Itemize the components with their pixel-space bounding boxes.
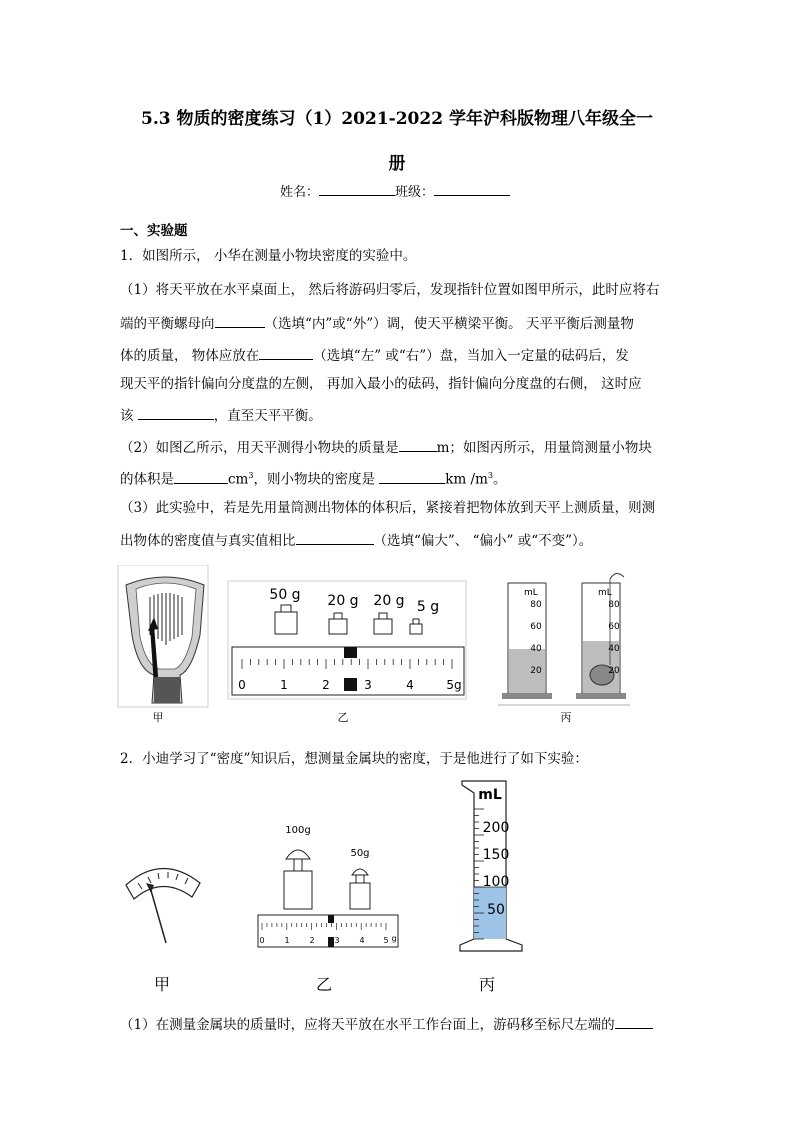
class-blank[interactable] (434, 181, 510, 196)
text: ，直至天平平衡。 (213, 408, 322, 424)
text: ，则小物块的密度是 (253, 471, 375, 488)
fig1-caption-jia: 甲 (152, 711, 164, 724)
fig1-caption-bing: 丙 (560, 711, 572, 724)
cyl-tick: 20 (608, 666, 620, 676)
fig2-weights-scale (258, 825, 398, 947)
text: （2）如图乙所示，用天平测得小物块的质量是 (120, 440, 399, 456)
unit: cm (228, 471, 249, 488)
cyl-tick: 20 (530, 666, 542, 676)
fig1-caption-yi: 乙 (337, 711, 349, 724)
text: 的体积是 (120, 471, 174, 488)
q1-1-line5 (120, 405, 680, 425)
q1-1-line2 (120, 313, 680, 333)
figure-1 (110, 565, 670, 730)
tick-label: 5g (446, 678, 462, 692)
tick-label: 0 (238, 678, 246, 692)
sup: 3 (487, 471, 493, 480)
text: （选填“偏大”、 “偏小” 或“不变”）。 (373, 533, 593, 549)
cyl-tick: 50 (487, 902, 505, 918)
q2-intro: 2．小迪学习了“密度”知识后，想测量金属块的密度，于是他进行了如下实验： (120, 751, 588, 767)
q1-2-line2 (120, 467, 680, 489)
text: （1）在测量金属块的质量时，应将天平放在水平工作台面上，游码移至标尺左端的 (120, 1017, 615, 1033)
cyl-tick: 40 (530, 644, 542, 654)
answer-blank-1[interactable] (215, 313, 265, 328)
figure-2 (110, 775, 550, 1000)
tick-label: 3 (364, 678, 372, 692)
section-heading: 一、实验题 (120, 223, 188, 239)
q1-3-line2 (120, 530, 680, 550)
tick-label: 0 (259, 936, 265, 945)
page-title-cont: 册 (388, 154, 406, 174)
q1-1-line3 (120, 345, 680, 365)
cyl-unit-label: mL (524, 588, 538, 598)
tick-label: 4 (359, 936, 365, 945)
q1-1-line1: （1）将天平放在水平桌面上， 然后将游码归零后，发现指针位置如图甲所示，此时应将右 (120, 282, 660, 298)
cyl-tick: 150 (482, 847, 510, 863)
fig1-pointer-gauge (118, 565, 208, 707)
cyl-tick: 100 (482, 874, 510, 890)
tick-label: 2 (309, 936, 315, 945)
cyl-unit-label: mL (598, 588, 612, 598)
fig1-weights-scale (228, 581, 466, 699)
answer-blank-7[interactable] (296, 530, 374, 545)
fig1-cylinders (498, 573, 630, 705)
q2-1-line1 (120, 1014, 680, 1034)
text: 端的平衡螺母向 (120, 316, 215, 332)
weight-label-50g: 50g (350, 848, 370, 859)
tick-label: 2 (322, 678, 330, 692)
q1-intro: 1．如图所示， 小华在测量小物块密度的实验中。 (120, 248, 417, 264)
cyl-tick: 40 (608, 644, 620, 654)
fig2-cylinder (460, 781, 522, 951)
student-info (280, 181, 510, 200)
q1-3-line1: （3）此实验中，若是先用量筒测出物体的体积后，紧接着把物体放到天平上测质量，则测 (120, 500, 656, 516)
q1-1-line4: 现天平的指针偏向分度盘的左侧， 再加入最小的砝码，指针偏向分度盘的右侧， 这时应 (120, 376, 642, 392)
tick-label: 5 (383, 936, 389, 945)
fig2-caption-yi: 乙 (315, 975, 333, 994)
cyl-tick: 80 (608, 600, 620, 610)
text: m；如图丙所示，用量筒测量小物块 (436, 440, 652, 456)
text: （选填“左” 或“右”）盘，当加入一定量的砝码后，发 (313, 348, 629, 364)
weight-label-5g: 5 g (416, 599, 440, 615)
name-label: 姓名： (280, 185, 320, 200)
weight-label-50g: 50 g (269, 587, 301, 603)
text: 该 (120, 408, 134, 424)
answer-blank-4[interactable] (399, 437, 437, 452)
weight-label-100g: 100g (285, 825, 311, 836)
q1-2-line1 (120, 437, 680, 457)
page-title: 5.3 物质的密度练习（1）2021-2022 学年沪科版物理八年级全一 (141, 109, 653, 129)
fig2-dial (126, 868, 200, 943)
tick-label: 4 (406, 678, 414, 692)
text: 。 (492, 471, 507, 488)
cyl-tick: 60 (608, 622, 620, 632)
answer-blank-5[interactable] (174, 469, 228, 484)
cyl-tick: 200 (482, 820, 510, 836)
fig2-caption-jia: 甲 (153, 975, 171, 994)
weight-label-20g-a: 20 g (327, 593, 359, 609)
tick-label: 1 (284, 936, 290, 945)
tick-label: 1 (280, 678, 288, 692)
text: 体的质量， 物体应放在 (120, 348, 260, 364)
fig2-caption-bing: 丙 (478, 975, 496, 994)
text: 出物体的密度值与真实值相比 (120, 533, 296, 549)
answer-blank-3[interactable] (138, 405, 214, 420)
answer-blank-6[interactable] (379, 469, 445, 484)
class-label: 班级： (395, 185, 435, 200)
unit: km /m (445, 471, 488, 488)
cyl-tick: 80 (530, 600, 542, 610)
text: （选填“内”或“外”）调，使天平横梁平衡。 天平平衡后测量物 (264, 316, 634, 332)
sup: 3 (248, 471, 254, 480)
answer-blank-2[interactable] (259, 345, 313, 360)
name-blank[interactable] (319, 181, 395, 196)
tick-label: g (391, 934, 397, 943)
answer-blank-8[interactable] (615, 1014, 653, 1029)
weight-label-20g-b: 20 g (373, 593, 405, 609)
cyl-tick: 60 (530, 622, 542, 632)
cyl-unit-label: mL (478, 787, 502, 803)
tick-label: 3 (334, 936, 340, 945)
